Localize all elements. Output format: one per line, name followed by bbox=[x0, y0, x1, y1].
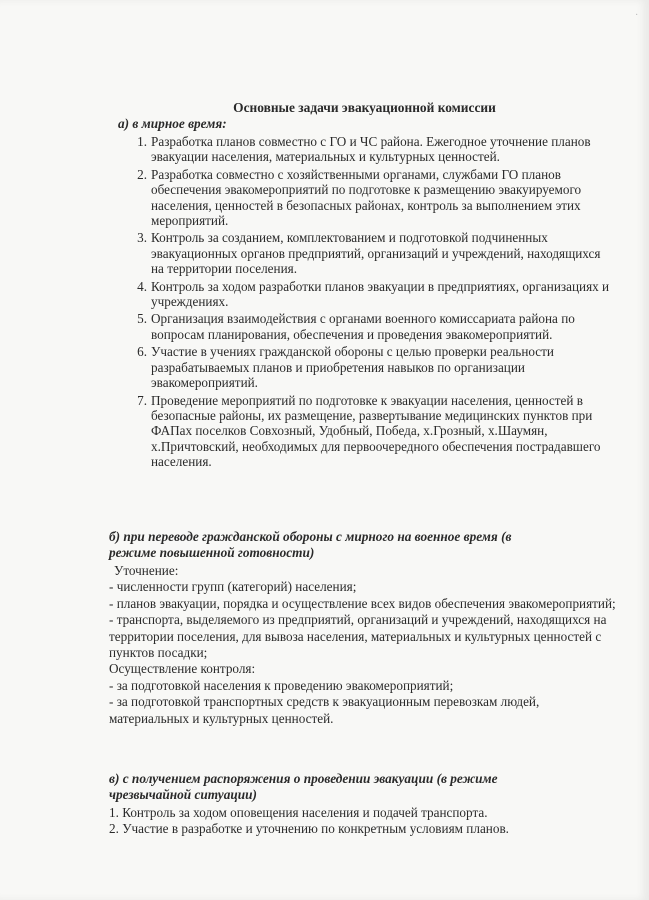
section-c-heading: в) с получением распоряжения о проведении эвакуации (в режиме чрезвычайной ситуации) bbox=[109, 771, 498, 802]
control-label: Осуществление контроля: bbox=[109, 661, 256, 677]
section-b-heading: б) при переводе гражданской обороны с мирного на военное время (в режиме повышенной готовности) bbox=[109, 529, 512, 560]
list-item: 2. Участие в разработке и уточнению по конкретным условиям планов. bbox=[109, 821, 509, 837]
section-c-body bbox=[109, 805, 619, 838]
list-item: - за подготовкой транспортных средств к эвакуационным перевозкам людей, материальных и культурных ценностей. bbox=[109, 694, 540, 726]
list-item: 5. Организация взаимодействия с органами военного комиссариата района по вопросам планирования, обеспечения и проведения эвакомероприятий. bbox=[137, 311, 575, 342]
list-item: 3. Контроль за созданием, комплектованием и подготовкой подчиненных эвакуационных органов предприятий, организаций и учреждений, находящихся на территории поселения. bbox=[137, 230, 601, 277]
list-item: 7. Проведение мероприятий по подготовке к эвакуации населения, ценностей в безопасные районы, их размещение, развертывание медицинских пунктов при ФАПах поселков Совхозный, Удобный, Победа, х.Грозный, х.Шаумян, х.Причтовский, необходимых для первоочередного обеспечения пострадавшего населения. bbox=[137, 392, 601, 470]
list-item: - транспорта, выделяемого из предприятий, организаций и учреждений, находящихся на территории поселения, для вывоза населения, материальных и культурных ценностей с пунктов посадки; bbox=[109, 612, 607, 661]
clarify-label: Уточнение: bbox=[114, 563, 179, 578]
list-item: 6. Участие в учениях гражданской обороны с целью проверки реальности разрабатываемых планов и приобретения навыков по организации эвакомероприятий. bbox=[137, 344, 554, 391]
list-item: 2. Разработка совместно с хозяйственными органами, службами ГО планов обеспечения эвакомероприятий по подготовке к размещению эвакуируемого населения, ценностей в безопасных районах, контроль за выполнением этих мероприятий. bbox=[137, 166, 582, 229]
list-item: 4. Контроль за ходом разработки планов эвакуации в предприятиях, организациях и учреждениях. bbox=[137, 278, 610, 310]
list-item: 1. Разработка планов совместно с ГО и ЧС района. Ежегодное уточнение планов эвакуации населения, материальных и культурных ценностей. bbox=[137, 134, 591, 165]
section-a-heading: а) в мирное время: bbox=[118, 116, 227, 131]
section-b-body bbox=[109, 563, 619, 727]
list-item: - численности групп (категорий) населения; bbox=[109, 579, 357, 595]
list-item: 1. Контроль за ходом оповещения населения и подачей транспорта. bbox=[109, 805, 488, 820]
list-item: - планов эвакуации, порядка и осуществление всех видов обеспечения эвакомероприятий; bbox=[109, 595, 616, 611]
document-title: Основные задачи эвакуационной комиссии bbox=[233, 100, 496, 115]
corner-mark: · bbox=[635, 10, 639, 21]
section-a-list bbox=[131, 134, 615, 472]
list-item: - за подготовкой населения к проведению эвакомероприятий; bbox=[109, 677, 454, 693]
